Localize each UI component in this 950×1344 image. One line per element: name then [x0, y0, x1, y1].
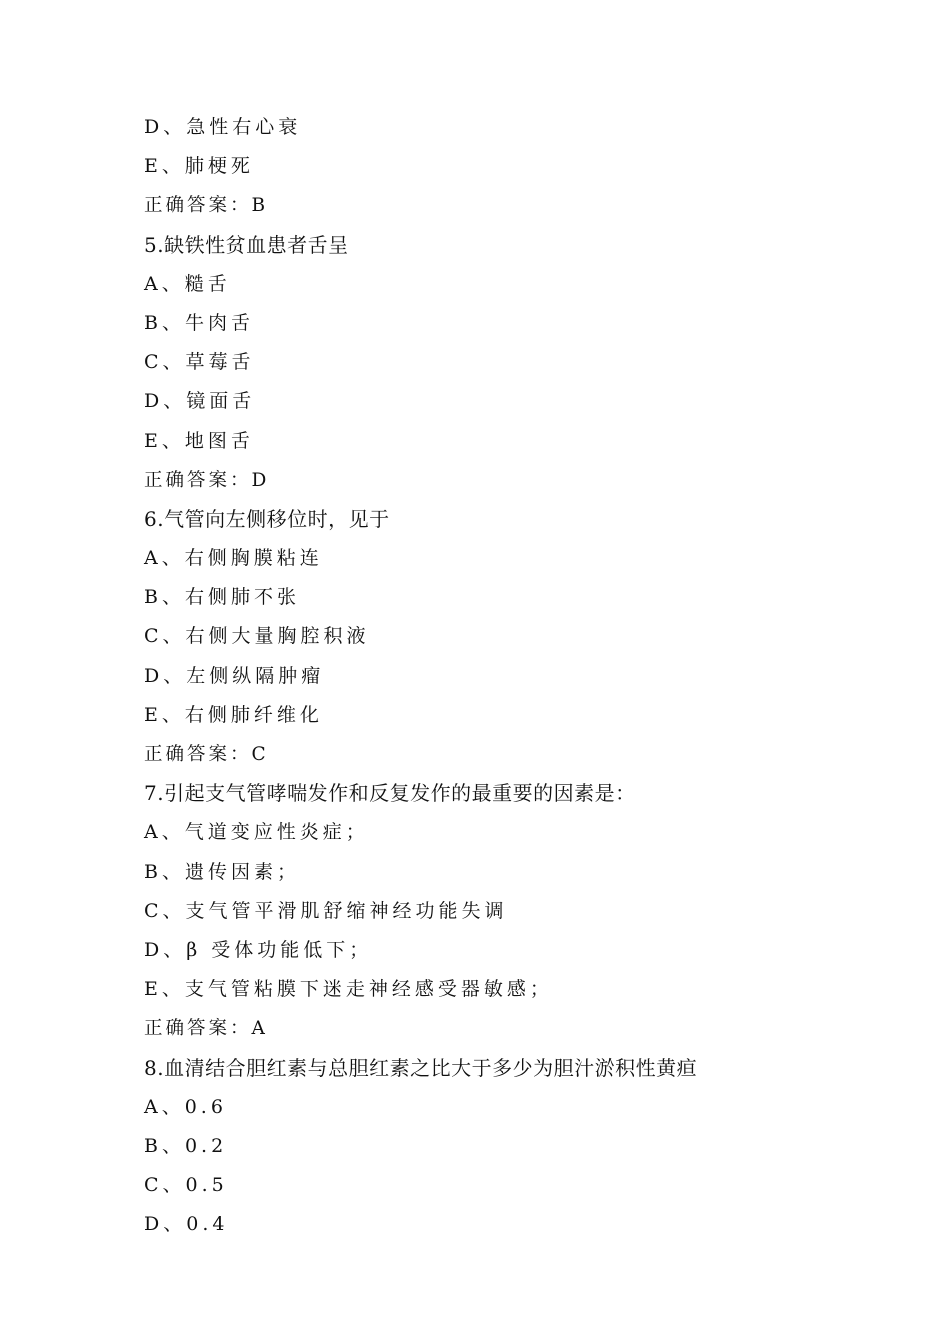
question-line: 6.气管向左侧移位时，见于 — [144, 506, 390, 531]
option-line: A、0.6 — [144, 1095, 227, 1118]
option-line: D、β 受体功能低下； — [144, 938, 373, 961]
option-line: E、地图舌 — [144, 429, 254, 452]
option-line: A、右侧胸膜粘连 — [144, 547, 323, 570]
option-line: D、急性右心衰 — [144, 116, 302, 138]
option-line: A、气道变应性炎症； — [144, 821, 369, 844]
option-line: E、肺梗死 — [144, 155, 254, 178]
option-line: B、右侧肺不张 — [144, 586, 300, 609]
option-line: B、牛肉舌 — [144, 311, 254, 334]
option-line: E、支气管粘膜下迷走神经感受器敏感； — [144, 978, 553, 1001]
answer-line: 正确答案：B — [144, 195, 269, 217]
option-line: C、草莓舌 — [144, 351, 255, 374]
option-line: B、遗传因素； — [144, 860, 300, 883]
option-line: D、0.4 — [144, 1213, 229, 1236]
option-line: D、左侧纵隔肿瘤 — [144, 664, 325, 687]
option-line: A、糙舌 — [144, 272, 231, 295]
question-line: 5.缺铁性贫血患者舌呈 — [144, 232, 349, 257]
question-line: 7.引起支气管哮喘发作和反复发作的最重要的因素是： — [144, 781, 636, 806]
answer-line: 正确答案：A — [144, 1018, 268, 1040]
answer-line: 正确答案：D — [144, 469, 270, 491]
option-line: B、0.2 — [144, 1134, 228, 1157]
option-line: C、支气管平滑肌舒缩神经功能失调 — [144, 899, 508, 922]
option-line: E、右侧肺纤维化 — [144, 703, 323, 726]
question-line: 8.血清结合胆红素与总胆红素之比大于多少为胆汁淤积性黄疸 — [144, 1055, 698, 1080]
option-line: C、0.5 — [144, 1174, 228, 1197]
option-line: C、右侧大量胸腔积液 — [144, 625, 370, 648]
option-line: D、镜面舌 — [144, 390, 256, 413]
answer-line: 正确答案：C — [144, 744, 269, 765]
document-page — [144, 108, 844, 1244]
